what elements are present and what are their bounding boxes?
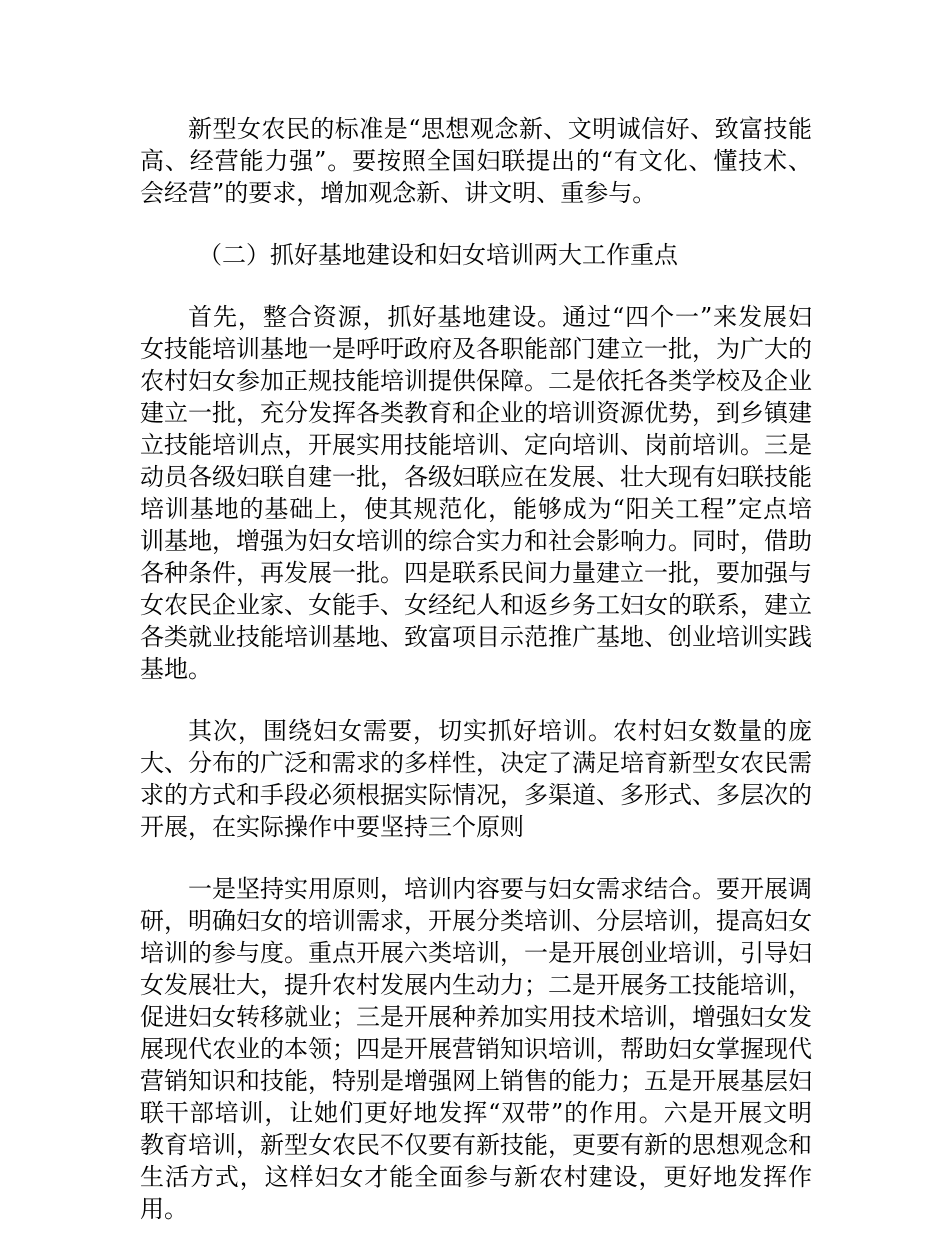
paragraph-base-building: 首先，整合资源，抓好基地建设。通过“四个一”来发展妇女技能培训基地一是呼吁政府及各职能部门建立一批，为广大的农村妇女参加正规技能培训提供保障。二是依托各类学校及企业建立一批，充分发挥各类教育和企业的培训资源优势，到乡镇建立技能培训点，开展实用技能培训、定向培训、岗前培训。三是动员各级妇联自建一批，各级妇联应在发展、壮大现有妇联技能培训基地的基础上，使其规范化，能够成为“阳关工程”定点培训基地，增强为妇女培训的综合实力和社会影响力。同时，借助各种条件，再发展一批。四是联系民间力量建立一批，要加强与女农民企业家、女能手、女经纪人和返乡务工妇女的联系，建立各类就业技能培训基地、致富项目示范推广基地、创业培训实践基地。 bbox=[140, 303, 812, 683]
paragraph-training-needs: 其次，围绕妇女需要，切实抓好培训。农村妇女数量的庞大、分布的广泛和需求的多样性，决定了满足培育新型女农民需求的方式和手段必须根据实际情况，多渠道、多形式、多层次的开展，在实际操作中要坚持三个原则 bbox=[140, 717, 812, 841]
paragraph-standard: 新型女农民的标准是“思想观念新、文明诚信好、致富技能高、经营能力强”。要按照全国妇联提出的“有文化、懂技术、会经营”的要求，增加观念新、讲文明、重参与。 bbox=[140, 115, 812, 207]
document-body bbox=[140, 113, 812, 1255]
paragraph-practical-principle: 一是坚持实用原则，培训内容要与妇女需求结合。要开展调研，明确妇女的培训需求，开展分类培训、分层培训，提高妇女培训的参与度。重点开展六类培训，一是开展创业培训，引导妇女发展壮大，提升农村发展内生动力；二是开展务工技能培训，促进妇女转移就业；三是开展种养加实用技术培训，增强妇女发展现代农业的本领；四是开展营销知识培训，帮助妇女掌握现代营销知识和技能，特别是增强网上销售的能力；五是开展基层妇联干部培训，让她们更好地发挥“双带”的作用。六是开展文明教育培训，新型女农民不仅要有新技能，更要有新的思想观念和生活方式，这样妇女才能全面参与新农村建设，更好地发挥作用。 bbox=[140, 875, 812, 1223]
section-heading: （二）抓好基地建设和妇女培训两大工作重点 bbox=[198, 241, 678, 269]
